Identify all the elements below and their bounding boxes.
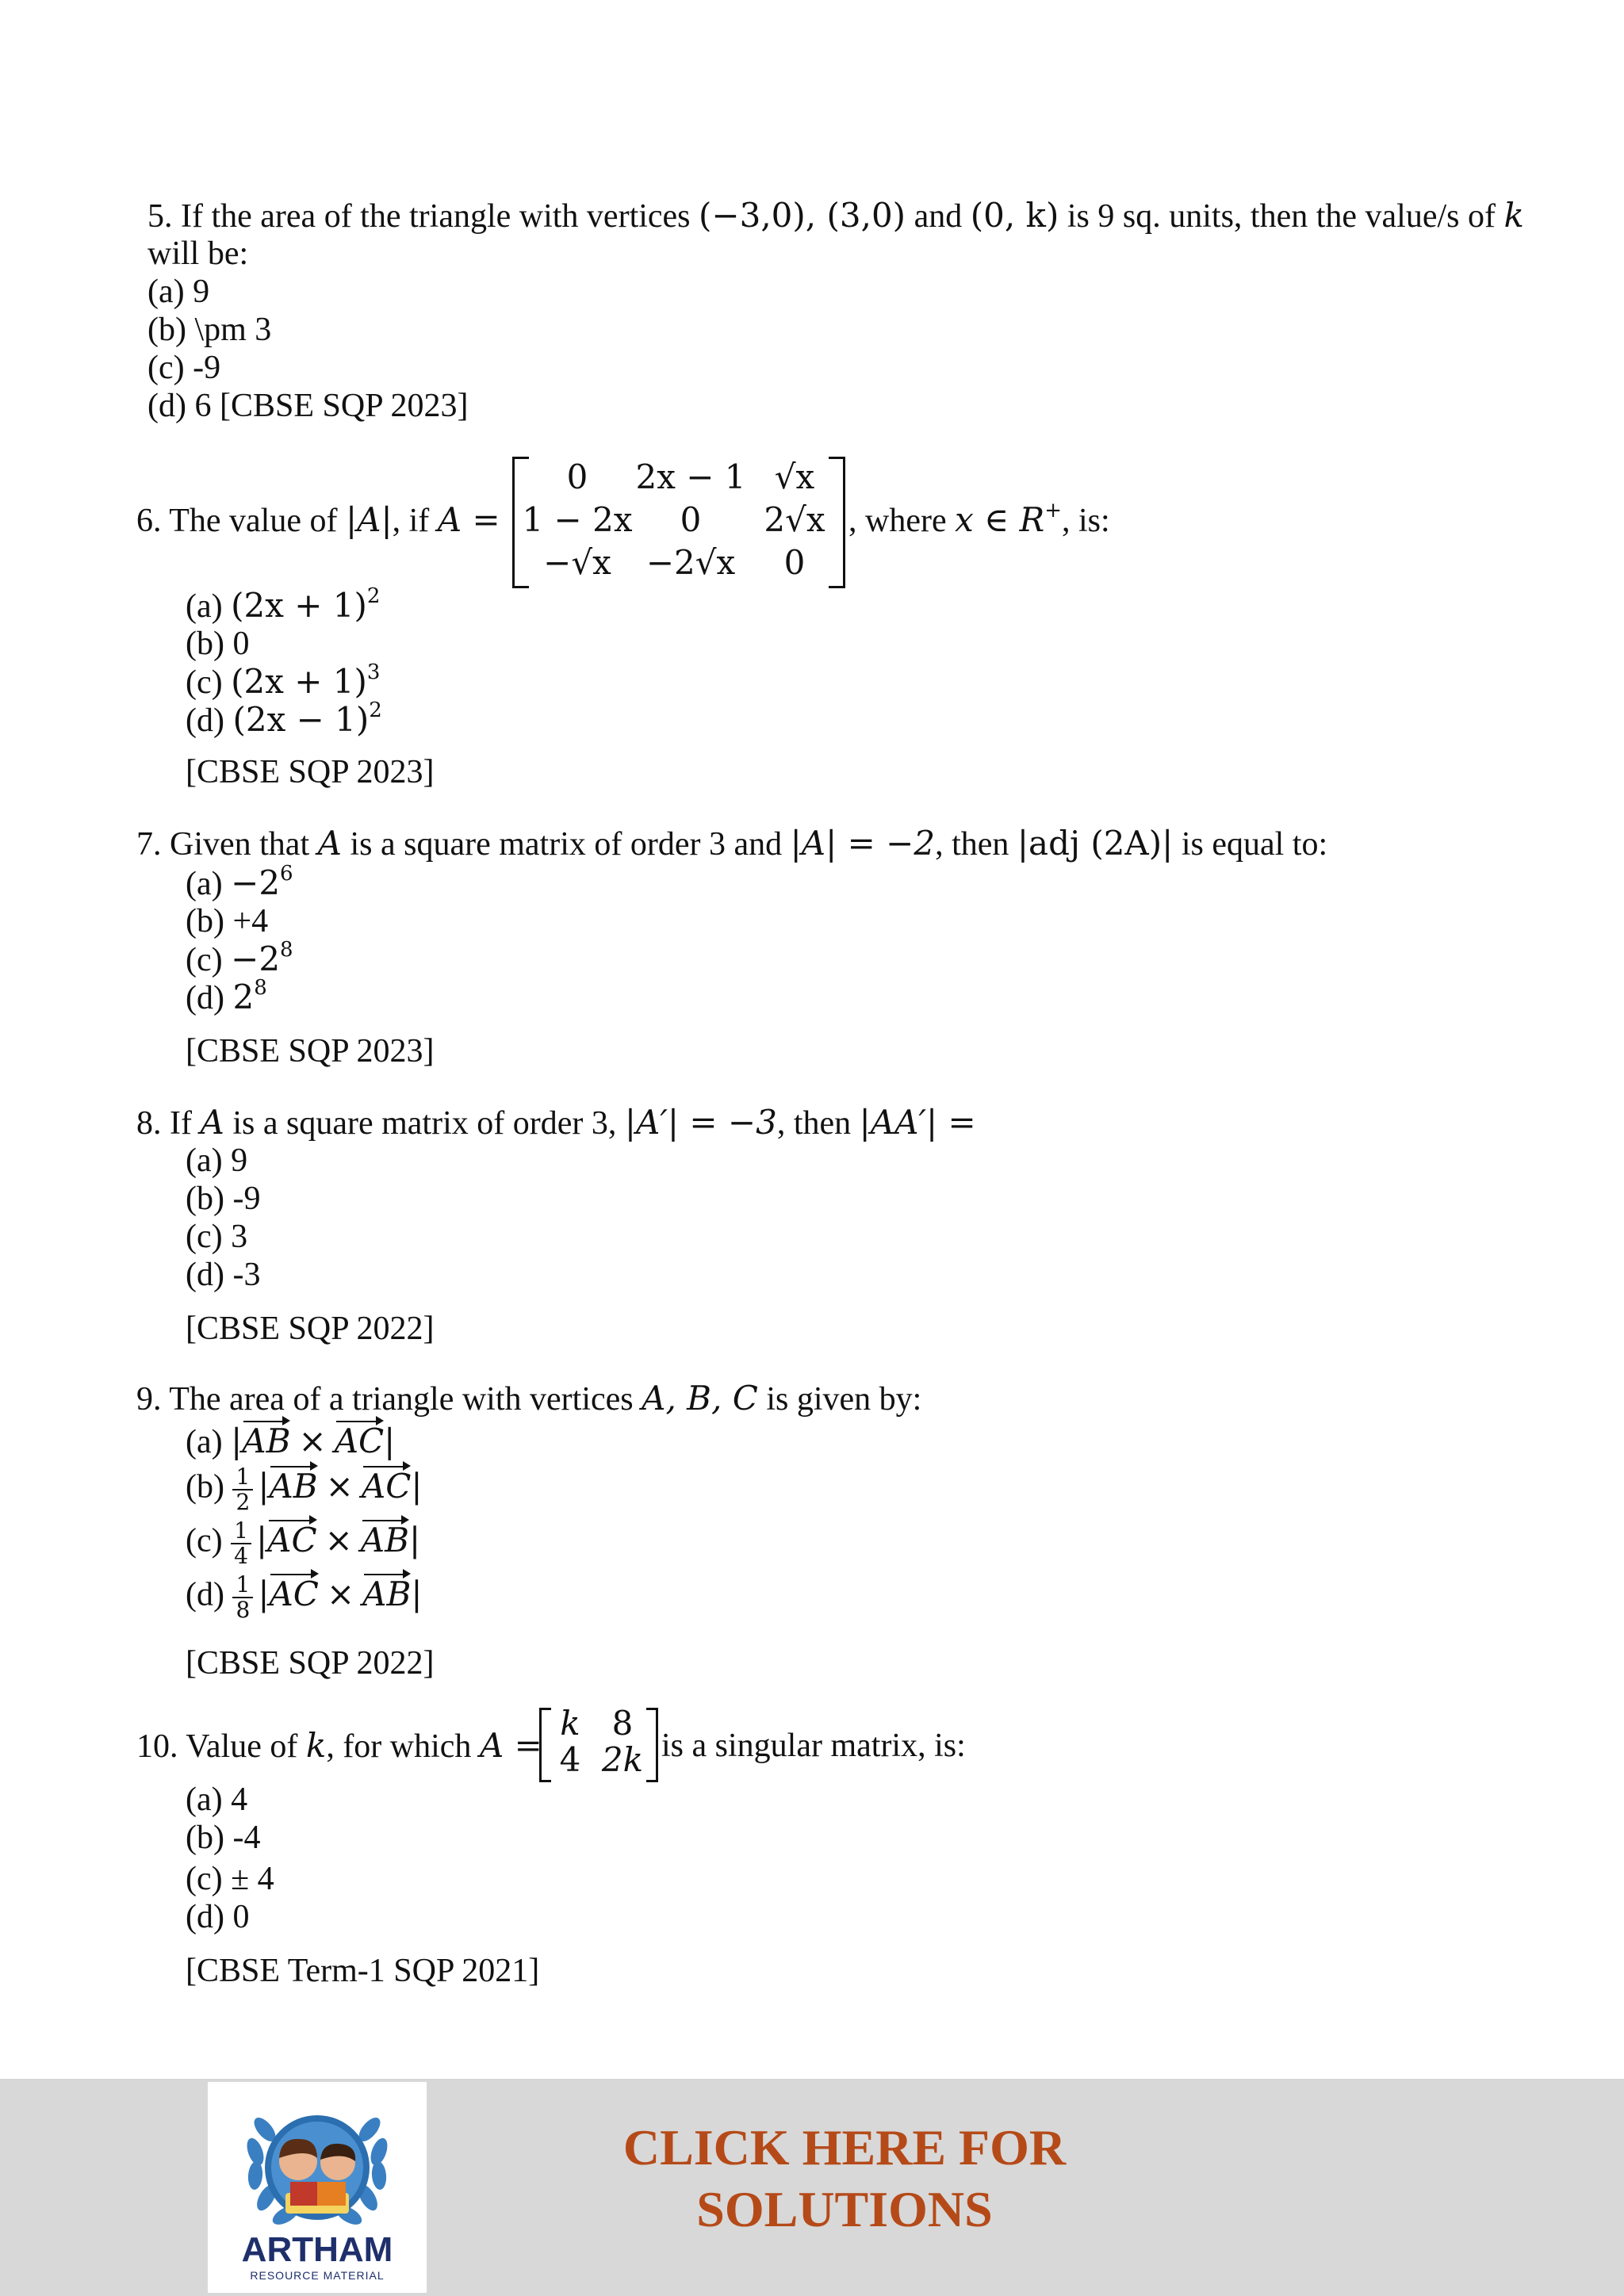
q8-math: |AA′| = bbox=[859, 1103, 976, 1142]
matrix-cell: √x bbox=[774, 457, 815, 496]
q10-option-c: (c) ± 4 bbox=[186, 1861, 274, 1897]
q5-option-b: (b) \pm 3 bbox=[147, 312, 272, 348]
q7-text: 7. Given that bbox=[136, 826, 318, 863]
fraction-den: 2 bbox=[236, 1489, 251, 1515]
q7-text: is equal to: bbox=[1173, 826, 1328, 863]
fraction-den: 4 bbox=[234, 1543, 248, 1569]
q6-option-c bbox=[186, 660, 381, 702]
abs-bar: | bbox=[384, 1422, 396, 1460]
option-label: (c) bbox=[186, 942, 232, 978]
q10-stem bbox=[136, 1727, 542, 1766]
q6-text: , is: bbox=[1062, 503, 1110, 539]
q8-stem bbox=[136, 1104, 976, 1142]
q9-option-c bbox=[186, 1519, 420, 1568]
q6-text: , where bbox=[848, 503, 956, 539]
q6-math-domain: x ∈ R bbox=[955, 500, 1045, 539]
q6-text: , if bbox=[392, 503, 438, 539]
q8-option-b: (b) -9 bbox=[186, 1181, 261, 1217]
vector-ab: AB bbox=[269, 1466, 318, 1506]
q6-sup: + bbox=[1044, 499, 1063, 522]
fraction-num: 1 bbox=[231, 1519, 251, 1544]
option-sup: 6 bbox=[280, 862, 293, 886]
q7-math: |A| = −2 bbox=[790, 824, 936, 863]
q9-option-b bbox=[186, 1465, 423, 1514]
vector-ac: AC bbox=[361, 1466, 412, 1506]
matrix-cell: −√x bbox=[543, 543, 611, 582]
option-label: (c) bbox=[186, 1522, 232, 1559]
matrix-cell: 2k bbox=[601, 1740, 644, 1779]
q6-option-b bbox=[186, 625, 249, 663]
matrix-cell: 1 − 2x bbox=[522, 500, 633, 539]
abs-bar: | bbox=[258, 1466, 270, 1506]
q5-option-d: (d) 6 [CBSE SQP 2023] bbox=[147, 388, 469, 424]
option-sup: 3 bbox=[366, 660, 381, 684]
option-label: (d) bbox=[186, 702, 233, 739]
q5-stem bbox=[147, 197, 1524, 235]
vector-ab: AB bbox=[242, 1422, 291, 1460]
logo-emblem-icon bbox=[208, 2082, 427, 2233]
q10-option-a: (a) 4 bbox=[186, 1781, 248, 1818]
option-label: (a) bbox=[186, 866, 232, 902]
option-label: (b) +4 bbox=[186, 903, 269, 939]
q6-option-d bbox=[186, 698, 382, 740]
q8-option-a: (a) 9 bbox=[186, 1142, 248, 1179]
q8-math: A bbox=[200, 1103, 224, 1142]
q7-math: A bbox=[317, 824, 342, 863]
q7-math: |adj (2A)| bbox=[1017, 824, 1174, 863]
option-expr: (2x + 1) bbox=[231, 586, 367, 625]
option-label: (b) 0 bbox=[186, 626, 250, 662]
matrix-cell: 0 bbox=[783, 543, 806, 582]
q5-option-c: (c) -9 bbox=[147, 350, 221, 386]
q6-option-a bbox=[186, 584, 381, 626]
logo-subtitle: RESOURCE MATERIAL bbox=[250, 2269, 385, 2282]
matrix-cell: 8 bbox=[611, 1704, 634, 1743]
q10-option-b: (b) -4 bbox=[186, 1820, 261, 1856]
fraction bbox=[232, 1573, 253, 1622]
q10-text: , for which bbox=[326, 1728, 480, 1765]
fraction bbox=[232, 1465, 253, 1514]
vector-ab: AB bbox=[362, 1574, 412, 1613]
q8-option-d: (d) -3 bbox=[186, 1257, 261, 1293]
q5-stem-cont: will be: bbox=[147, 235, 249, 272]
q6-math-det: |A| bbox=[345, 500, 393, 539]
matrix-cell: −2√x bbox=[645, 543, 736, 582]
option-expr: −2 bbox=[231, 939, 281, 978]
q8-text: , then bbox=[776, 1105, 860, 1142]
q7-stem bbox=[136, 825, 1327, 863]
q9-stem bbox=[136, 1380, 921, 1418]
q9-option-d bbox=[186, 1573, 423, 1622]
footer-band bbox=[0, 2079, 1624, 2296]
matrix-cell: 2√x bbox=[764, 500, 825, 539]
abs-bar: | bbox=[411, 1574, 423, 1613]
q9-math: A, B, C bbox=[642, 1379, 758, 1418]
q9-source: [CBSE SQP 2022] bbox=[186, 1645, 435, 1682]
q9-text: 9. The area of a triangle with vertices bbox=[136, 1381, 642, 1418]
cta-line-2: SOLUTIONS bbox=[696, 2181, 993, 2237]
q8-text: is a square matrix of order 3, bbox=[224, 1105, 625, 1142]
q6-math-eq: A = bbox=[437, 500, 500, 539]
q10-math-eq: A = bbox=[479, 1726, 542, 1765]
q7-text: , then bbox=[935, 826, 1017, 863]
times-sign: × bbox=[324, 1520, 353, 1559]
q7-text: is a square matrix of order 3 and bbox=[341, 826, 791, 863]
q5-text: 5. If the area of the triangle with vertices bbox=[147, 198, 699, 235]
cta-line-1: CLICK HERE FOR bbox=[622, 2119, 1067, 2175]
q10-matrix bbox=[539, 1705, 658, 1784]
q5-math-k: k bbox=[1503, 196, 1524, 235]
matrix-cell: k bbox=[560, 1704, 580, 1743]
q8-math: |A′| = −3 bbox=[624, 1103, 777, 1142]
matrix-cell: 2x − 1 bbox=[635, 457, 746, 496]
vector-ac: AC bbox=[269, 1574, 319, 1613]
q8-source: [CBSE SQP 2022] bbox=[186, 1311, 435, 1347]
matrix-cell: 0 bbox=[566, 457, 588, 496]
times-sign: × bbox=[326, 1574, 355, 1613]
option-expr: −2 bbox=[231, 863, 281, 902]
q7-option-c bbox=[186, 940, 293, 979]
q10-stem-suffix: is a singular matrix, is: bbox=[661, 1728, 966, 1764]
q6-stem bbox=[136, 501, 500, 540]
q5-text: and bbox=[906, 198, 971, 235]
option-sup: 8 bbox=[254, 976, 267, 1000]
q6-stem-suffix bbox=[848, 501, 1110, 540]
fraction-num: 1 bbox=[232, 1573, 253, 1598]
q5-option-a: (a) 9 bbox=[147, 274, 210, 310]
q6-source: [CBSE SQP 2023] bbox=[186, 754, 435, 790]
q5-math-vertices: (−3,0), (3,0) bbox=[699, 196, 906, 235]
vector-ab: AB bbox=[360, 1520, 409, 1559]
abs-bar: | bbox=[231, 1422, 243, 1460]
option-label: (a) bbox=[186, 1424, 232, 1460]
abs-bar: | bbox=[255, 1520, 268, 1559]
vector-ac: AC bbox=[334, 1422, 385, 1460]
q5-math-vertex-k: (0, k) bbox=[970, 196, 1059, 235]
times-sign: × bbox=[298, 1422, 327, 1460]
abs-bar: | bbox=[258, 1574, 270, 1613]
click-for-solutions-link[interactable] bbox=[508, 2117, 1182, 2241]
fraction-num: 1 bbox=[232, 1465, 253, 1490]
option-label: (b) bbox=[186, 1468, 233, 1506]
fraction-den: 8 bbox=[236, 1597, 251, 1623]
option-sup: 8 bbox=[280, 938, 293, 962]
q7-source: [CBSE SQP 2023] bbox=[186, 1033, 435, 1070]
option-expr: (2x − 1) bbox=[232, 700, 370, 739]
q9-option-a bbox=[186, 1422, 395, 1461]
option-label: (a) bbox=[186, 588, 232, 625]
q10-option-d: (d) 0 bbox=[186, 1899, 250, 1935]
matrix-cell: 4 bbox=[559, 1740, 581, 1779]
abs-bar: | bbox=[408, 1520, 421, 1559]
q6-text: 6. The value of bbox=[136, 503, 346, 539]
option-label: (c) bbox=[186, 664, 232, 701]
times-sign: × bbox=[325, 1466, 354, 1506]
bracket-left bbox=[539, 1708, 551, 1782]
q7-option-b bbox=[186, 902, 268, 940]
matrix-cell: 0 bbox=[680, 500, 702, 539]
logo-name: ARTHAM bbox=[241, 2230, 393, 2269]
q10-source: [CBSE Term-1 SQP 2021] bbox=[186, 1953, 540, 1989]
q8-option-c: (c) 3 bbox=[186, 1219, 248, 1255]
option-sup: 2 bbox=[366, 584, 381, 608]
q7-option-d bbox=[186, 978, 267, 1017]
q8-text: 8. If bbox=[136, 1105, 201, 1142]
fraction bbox=[231, 1519, 251, 1568]
option-expr: (2x + 1) bbox=[231, 662, 367, 701]
abs-bar: | bbox=[411, 1466, 423, 1506]
q10-math: k bbox=[305, 1726, 327, 1765]
q10-text: 10. Value of bbox=[136, 1728, 306, 1765]
artham-logo[interactable] bbox=[208, 2082, 427, 2293]
q9-text: is given by: bbox=[757, 1381, 922, 1418]
option-label: (d) bbox=[186, 980, 233, 1016]
option-expr: 2 bbox=[232, 978, 255, 1016]
option-sup: 2 bbox=[369, 698, 382, 722]
q5-text: is 9 sq. units, then the value/s of bbox=[1059, 198, 1504, 235]
q7-option-a bbox=[186, 864, 293, 903]
vector-ac: AC bbox=[267, 1520, 317, 1559]
q6-matrix bbox=[512, 457, 845, 588]
option-label: (d) bbox=[186, 1576, 233, 1613]
